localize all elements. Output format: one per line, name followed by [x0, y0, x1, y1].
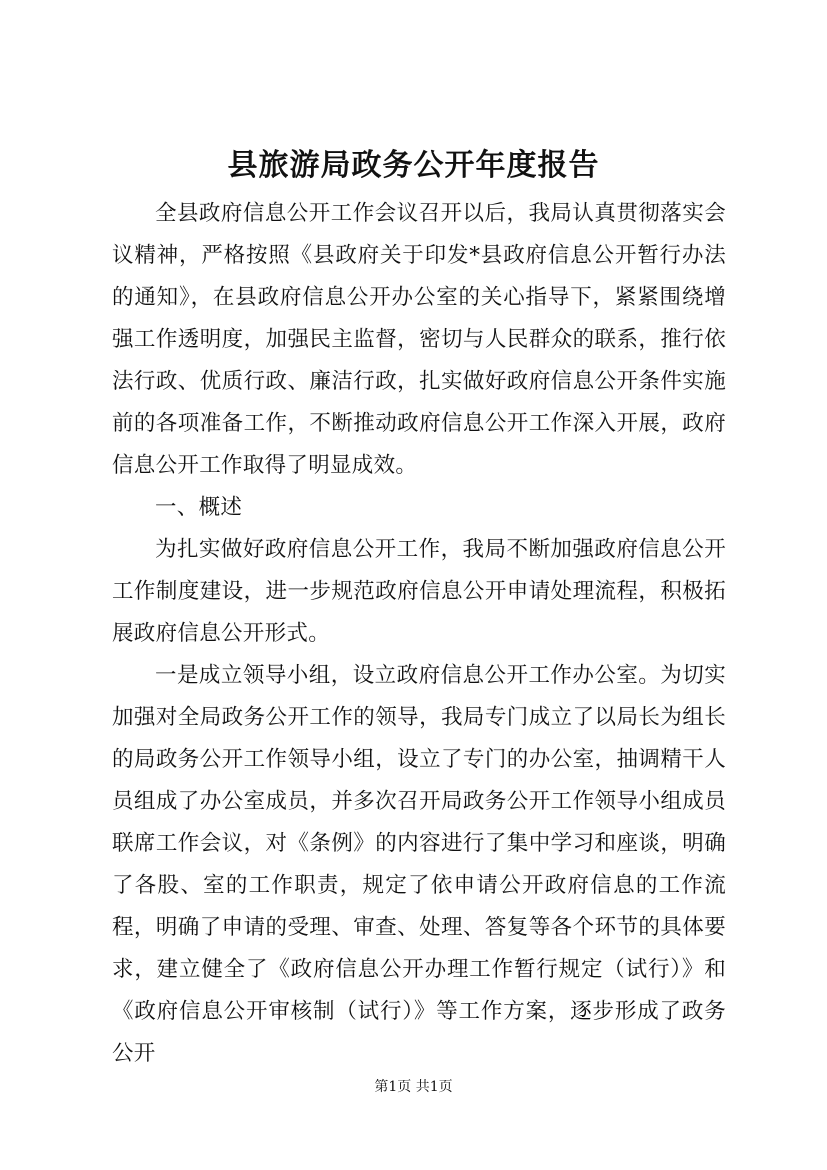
section-heading-overview: 一、概述	[155, 495, 243, 520]
paragraph-intro: 全县政府信息公开工作会议召开以后，我局认真贯彻落实会议精神，严格按照《县政府关于印发*县政府信息公开暂行办法的通知》，在县政府信息公开办公室的关心指导下，紧紧围绕增强工作透明度，加强民主监督，密切与人民群众的联系，推行依法行政、优质行政、廉洁行政，扎实做好政府信息公开条件实施前的各项准备工作，不断推动政府信息公开工作深入开展，政府信息公开工作取得了明显成效。	[112, 201, 726, 478]
paragraph-leading-group: 一是成立领导小组，设立政府信息公开工作办公室。为切实加强对全局政务公开工作的领导，我局专门成立了以局长为组长的局政务公开工作领导小组，设立了专门的办公室，抽调精干人员组成了办公室成员，并多次召开局政务公开工作领导小组成员联席工作会议，对《条例》的内容进行了集中学习和座谈，明确了各股、室的工作职责，规定了依申请公开政府信息的工作流程，明确了申请的受理、审查、处理、答复等各个环节的具体要求，建立健全了《政府信息公开办理工作暂行规定（试行）》和《政府信息公开审核制（试行）》等工作方案，逐步形成了政务公开	[112, 663, 726, 1066]
document-title: 县旅游局政务公开年度报告	[227, 148, 600, 183]
paragraph-overview: 为扎实做好政府信息公开工作，我局不断加强政府信息公开工作制度建设，进一步规范政府信息公开申请处理流程，积极拓展政府信息公开形式。	[112, 537, 726, 646]
document-body	[112, 193, 726, 1075]
page-footer: 第1页 共1页	[374, 1079, 453, 1095]
